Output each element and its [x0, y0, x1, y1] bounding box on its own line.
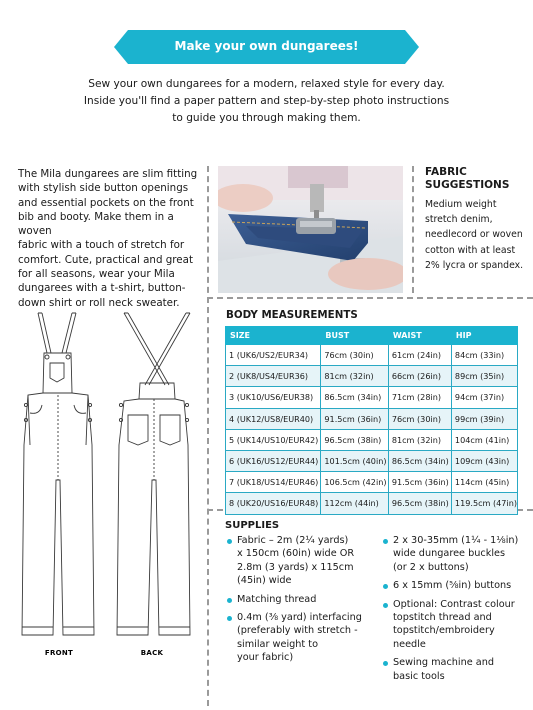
banner-fold-right: [405, 30, 419, 64]
intro-line: Inside you'll find a paper pattern and step-by-step photo instructions: [83, 95, 450, 107]
description: [18, 167, 204, 310]
fabric-title-line: SUGGESTIONS: [425, 179, 510, 191]
cell-waist: 76cm (30in): [388, 408, 451, 429]
cell-size: 6 (UK16/US12/EUR44): [226, 450, 321, 471]
cell-hip: 104cm (41in): [451, 429, 517, 450]
cell-size: 1 (UK6/US2/EUR34): [226, 345, 321, 366]
fabric-suggestions-text: [425, 197, 529, 273]
supplies-title: SUPPLIES: [225, 520, 280, 531]
fabric-line: cotton with at least: [425, 244, 516, 256]
header-hip: HIP: [451, 327, 517, 345]
list-item-line: (preferably with stretch -: [237, 625, 358, 637]
fabric-title-line: FABRIC: [425, 166, 467, 178]
list-item-line: (45in) wide: [237, 575, 292, 587]
cell-waist: 96.5cm (38in): [388, 493, 451, 514]
cell-bust: 91.5cm (36in): [321, 408, 388, 429]
cell-bust: 86.5cm (34in): [321, 387, 388, 408]
cell-hip: 109cm (43in): [451, 450, 517, 471]
header-waist: WAIST: [388, 327, 451, 345]
supplies-list-left: [226, 534, 376, 670]
table-row: [226, 408, 518, 429]
table-row: [226, 366, 518, 387]
description-line: with stylish side button openings: [18, 182, 189, 195]
list-item-line: Fabric – 2m (2¼ yards): [237, 535, 349, 546]
intro-text: [60, 76, 473, 127]
cell-bust: 101.5cm (40in): [321, 450, 388, 471]
cell-hip: 119.5cm (47in): [451, 493, 517, 514]
list-item: [226, 593, 376, 606]
back-label: BACK: [140, 649, 164, 657]
description-line: bib and booty. Make them in a woven: [18, 210, 174, 238]
list-item: [382, 534, 527, 574]
cell-size: 7 (UK18/US14/EUR46): [226, 472, 321, 493]
sewing-machine-photo: [218, 166, 403, 293]
fabric-line: needlecord or woven: [425, 229, 523, 241]
cell-hip: 89cm (35in): [451, 366, 517, 387]
banner-title: Make your own dungarees!: [174, 39, 359, 53]
intro-line: to guide you through making them.: [172, 112, 361, 124]
description-line: for all seasons, wear your Mila: [18, 268, 175, 281]
cell-waist: 71cm (28in): [388, 387, 451, 408]
front-dungarees-icon: [22, 313, 94, 635]
list-item: [382, 598, 527, 652]
table-row: [226, 345, 518, 366]
description-line: dungarees with a t-shirt, button-: [18, 282, 186, 295]
header-bust: BUST: [321, 327, 388, 345]
cell-hip: 99cm (39in): [451, 408, 517, 429]
description-line: The Mila dungarees are slim fitting: [18, 168, 198, 180]
description-line: fabric with a touch of stretch for: [18, 239, 185, 252]
intro-line: Sew your own dungarees for a modern, relaxed style for every day.: [88, 78, 445, 90]
cell-hip: 114cm (45in): [451, 472, 517, 493]
cell-bust: 81cm (32in): [321, 366, 388, 387]
measurements-table: [225, 326, 518, 515]
list-item-line: topstitch thread and: [393, 612, 492, 624]
cell-bust: 76cm (30in): [321, 345, 388, 366]
fabric-line: 2% lycra or spandex.: [425, 259, 524, 271]
title-banner: [128, 30, 405, 64]
front-label: FRONT: [44, 649, 74, 657]
cell-size: 4 (UK12/US8/EUR40): [226, 408, 321, 429]
cell-waist: 86.5cm (34in): [388, 450, 451, 471]
back-dungarees-icon: [117, 313, 190, 635]
cell-waist: 91.5cm (36in): [388, 472, 451, 493]
banner-fold-left: [114, 30, 128, 64]
list-item-line: 6 x 15mm (⅝in) buttons: [393, 580, 512, 592]
description-line: down shirt or roll neck sweater.: [18, 296, 180, 309]
list-item-line: basic tools: [393, 670, 445, 682]
cell-waist: 81cm (32in): [388, 429, 451, 450]
measurements-title: BODY MEASUREMENTS: [226, 309, 358, 321]
cell-waist: 61cm (24in): [388, 345, 451, 366]
supplies-list-right: [382, 534, 527, 688]
vertical-divider: [207, 166, 209, 706]
list-item-line: 0.4m (⅜ yard) interfacing: [237, 612, 362, 624]
table-row: [226, 429, 518, 450]
list-item-line: x 150cm (60in) wide OR: [237, 548, 355, 560]
cell-size: 3 (UK10/US6/EUR38): [226, 387, 321, 408]
dungarees-flat-drawing: [0, 305, 205, 705]
cell-size: 8 (UK20/US16/EUR48): [226, 493, 321, 514]
header-size: SIZE: [226, 327, 321, 345]
list-item-line: your fabric): [237, 652, 294, 664]
cell-waist: 66cm (26in): [388, 366, 451, 387]
list-item-line: wide dungaree buckles: [393, 548, 506, 560]
table-row: [226, 387, 518, 408]
table-row: [226, 450, 518, 471]
list-item-line: 2.8m (3 yards) x 115cm: [237, 561, 354, 573]
list-item-line: (or 2 x buttons): [393, 561, 469, 573]
fabric-suggestions-title: [425, 166, 525, 192]
cell-hip: 84cm (33in): [451, 345, 517, 366]
list-item-line: topstitch/embroidery needle: [393, 625, 495, 650]
table-row: [226, 493, 518, 514]
description-line: and essential pockets on the front: [18, 196, 194, 209]
cell-hip: 94cm (37in): [451, 387, 517, 408]
vertical-divider-fabric: [412, 166, 414, 293]
list-item: [382, 579, 527, 592]
list-item-line: similar weight to: [237, 638, 319, 650]
list-item: [226, 534, 376, 588]
sewing-photo-icon: [218, 166, 403, 293]
list-item: [226, 611, 376, 665]
list-item: [382, 656, 527, 683]
cell-bust: 112cm (44in): [321, 493, 388, 514]
fabric-line: Medium weight: [425, 199, 497, 210]
fabric-line: stretch denim,: [425, 214, 493, 226]
cell-size: 2 (UK8/US4/EUR36): [226, 366, 321, 387]
cell-bust: 106.5cm (42in): [321, 472, 388, 493]
horizontal-divider-measurements: [207, 297, 533, 299]
cell-bust: 96.5cm (38in): [321, 429, 388, 450]
description-line: comfort. Cute, practical and great: [18, 253, 193, 266]
cell-size: 5 (UK14/US10/EUR42): [226, 429, 321, 450]
list-item-line: Matching thread: [237, 593, 317, 605]
table-header-row: [226, 327, 518, 345]
list-item-line: 2 x 30-35mm (1¼ - 1⅛in): [393, 535, 519, 546]
list-item-line: Optional: Contrast colour: [393, 598, 515, 610]
list-item-line: Sewing machine and: [393, 657, 495, 669]
table-row: [226, 472, 518, 493]
